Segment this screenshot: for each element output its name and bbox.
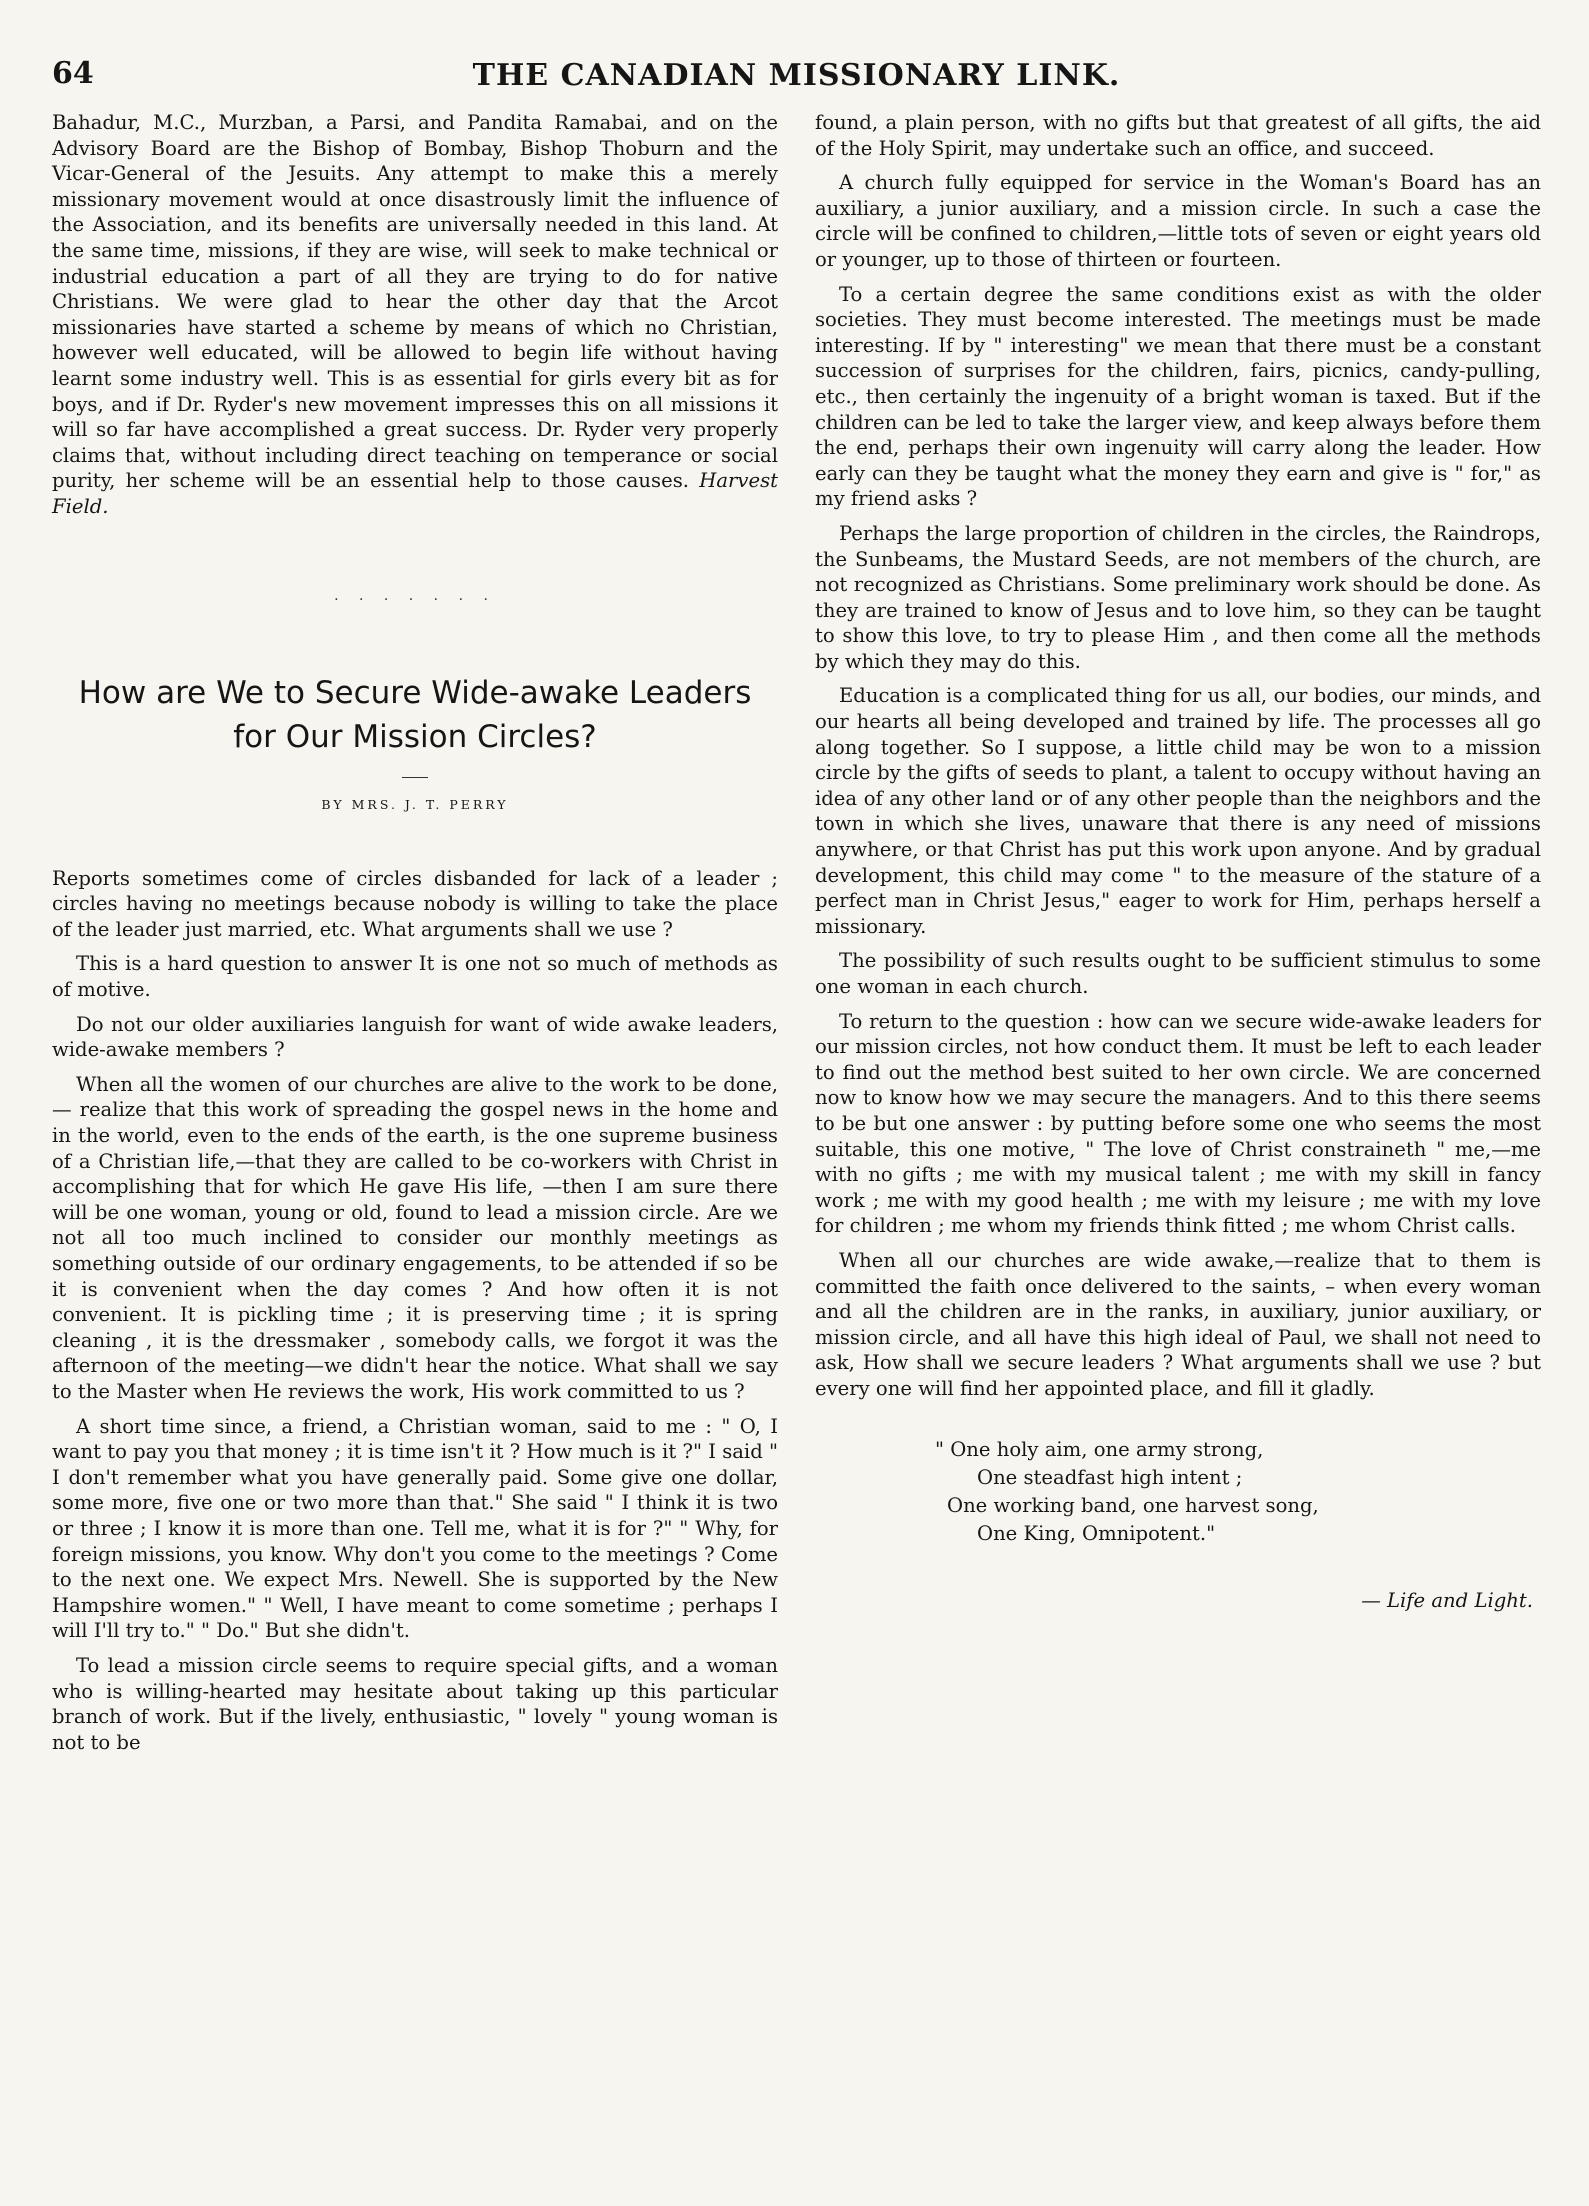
paragraph: When all our churches are wide awake,—realize that to them is committed the faith once delivered to the saints, – when every woman and all the children are in the ranks, in auxiliary, junior auxiliary, or mission circle, and all have this high ideal of Paul, we shall not need to ask, How shall we secure leaders ? What arguments shall we use ? but every one will find her appointed place, and fill it gladly. xyxy=(815,1248,1541,1400)
article-source: — Life and Light. xyxy=(1361,1588,1533,1612)
paragraph: This is a hard question to answer It is one not so much of methods as of motive. xyxy=(52,952,778,1002)
byline-rule xyxy=(402,777,428,778)
paragraph: The possibility of such results ought to be sufficient stimulus to some one woman in each church. xyxy=(815,949,1541,998)
paragraph: Reports sometimes come of circles disbanded for lack of a leader ; circles having no meetings because nobody is willing to take the place of the leader just married, etc. What arguments shall we use ? xyxy=(52,866,778,941)
paragraph: Education is a complicated thing for us all, our bodies, our minds, and our hearts all being developed and trained by life. The processes all go along together. So I suppose, a little child may be won to a mission circle by the gifts of seeds to plant, a talent to occupy without having an idea of any other land or of any other people than the neighbors and the town in which she lives, unaware that there is any need of missions anywhere, or that Christ has put this work upon anyone. And by gradual development, this child may come " to the measure of the stature of a perfect man in Christ Jesus," eager to work for Him, perhaps herself a missionary. xyxy=(815,684,1541,938)
article-title: How are We to Secure Wide-awake Leaders for Our Mission Circles? xyxy=(78,675,752,756)
left-column xyxy=(52,110,778,2166)
paragraph: To a certain degree the same conditions exist as with the older societies. They must become interested. The meetings must be made interesting. If by " interesting" we mean that there must be a constant succession of surprises for the children, fairs, picnics, candy-pulling, etc., then certainly the ingenuity of a bright woman is taxed. But if the children can be led to take the larger view, and keep always before them the end, perhaps their own ingenuity will carry along the leader. How early can they be taught what the money they earn and give is " for," as my friend asks ? xyxy=(815,282,1541,511)
section-divider: · · · · · · · xyxy=(334,591,496,608)
paragraph: To lead a mission circle seems to require special gifts, and a woman who is willing-hearted may hesitate about taking up this particular branch of work. But if the lively, enthusiastic, " lovely " young woman is not to be xyxy=(52,1653,778,1754)
paragraph: Perhaps the large proportion of children in the circles, the Raindrops, the Sunbeams, the Mustard Seeds, are not members of the church, are not recognized as Christians. Some preliminary work should be done. As they are trained to know of Jesus and to love him, so they can be taught to show this love, to try to please Him , and then come all the methods by which they may do this. xyxy=(815,521,1541,673)
poem-line: One working band, one harvest song, xyxy=(947,1493,1319,1517)
paragraph: found, a plain person, with no gifts but that greatest of all gifts, the aid of the Holy Spirit, may undertake such an office, and succeed. xyxy=(815,111,1541,160)
right-column xyxy=(815,110,1541,2166)
intro-source: Harvest Field. xyxy=(52,469,778,518)
intro-paragraph xyxy=(52,110,778,520)
byline xyxy=(52,777,778,818)
paragraph: A short time since, a friend, a Christian woman, said to me : " O, I want to pay you that money ; it is time isn't it ? How much is it ?" I said " I don't remember what you have generally paid. Some give one dollar, some more, five one or two more than that." She said " I think it is two or three ; I know it is more than one. Tell me, what it is for ?" " Why, for foreign missions, you know. Why don't you come to the meetings ? Come to the next one. We expect Mrs. Newell. She is supported by the New Hampshire women." " Well, I have meant to come sometime ; perhaps I will I'll try to." " Do." But she didn't. xyxy=(52,1414,778,1643)
paragraph: When all the women of our churches are alive to the work to be done,— realize that this work of spreading the gospel news in the home and in the world, even to the ends of the earth, is the one supreme business of a Christian life,—that they are called to be co-workers with Christ in accomplishing that for which He gave His life, —then I am sure there will be one woman, young or old, found to lead a mission circle. Are we not all too much inclined to consider our monthly meetings as something outside of our ordinary engagements, to be attended if so be it is convenient when the day comes ? And how often it is not convenient. It is pickling time ; it is preserving time ; it is spring cleaning , it is the dressmaker , somebody calls, we forgot it was the afternoon of the meeting—we didn't hear the notice. What shall we say to the Master when He reviews the work, His work committed to us ? xyxy=(52,1072,778,1403)
running-title: THE CANADIAN MISSIONARY LINK. xyxy=(472,58,1121,93)
paragraph: Do not our older auxiliaries languish for want of wide awake leaders, wide-awake members ? xyxy=(52,1012,778,1062)
poem-line: One King, Omnipotent." xyxy=(977,1521,1216,1545)
poem-line: One steadfast high intent ; xyxy=(977,1465,1243,1489)
running-header xyxy=(52,12,1541,108)
poem-line: " One holy aim, one army strong, xyxy=(935,1437,1264,1461)
poem xyxy=(935,1436,1541,1548)
page-number: 64 xyxy=(52,56,94,91)
paragraph: A church fully equipped for service in the Woman's Board has an auxiliary, a junior auxiliary, and a mission circle. In such a case the circle will be confined to children,—little tots of seven or eight years old or younger, up to those of thirteen or fourteen. xyxy=(815,171,1541,271)
text-columns xyxy=(52,110,1541,2166)
intro-text: Bahadur, M.C., Murzban, a Parsi, and Pandita Ramabai, and on the Advisory Board are the Bishop of Bombay, Bishop Thoburn and the Vicar-General of the Jesuits. Any attempt to make this a merely missionary movement would at once disastrously limit the influence of the Association, and its benefits are universally needed in this land. At the same time, missions, if they are wise, will seek to make technical or industrial education a part of all they are trying to do for native Christians. We were glad to hear the other day that the Arcot missionaries have started a scheme by means of which no Christian, however well educated, will be allowed to begin life without having learnt some industry well. This is as essential for girls every bit as for boys, and if Dr. Ryder's new movement impresses this on all missions it will so far have accomplished a great success. Dr. Ryder very properly claims that, without including direct teaching on temperance or social purity, her scheme will be an essential help to those causes. xyxy=(52,111,778,493)
paragraph: To return to the question : how can we secure wide-awake leaders for our mission circles, not how conduct them. It must be left to each leader to find out the method best suited to her own circle. We are concerned now to know how we may secure the managers. And to this there seems to be but one answer : by putting before some one who seems the most suitable, this one motive, " The love of Christ constraineth " me,—me with no gifts ; me with my musical talent ; me with my skill in fancy work ; me with my good health ; me with my leisure ; me with my love for children ; me whom my friends think fitted ; me whom Christ calls. xyxy=(815,1009,1541,1238)
byline-text: BY MRS. J. T. PERRY xyxy=(321,797,509,813)
